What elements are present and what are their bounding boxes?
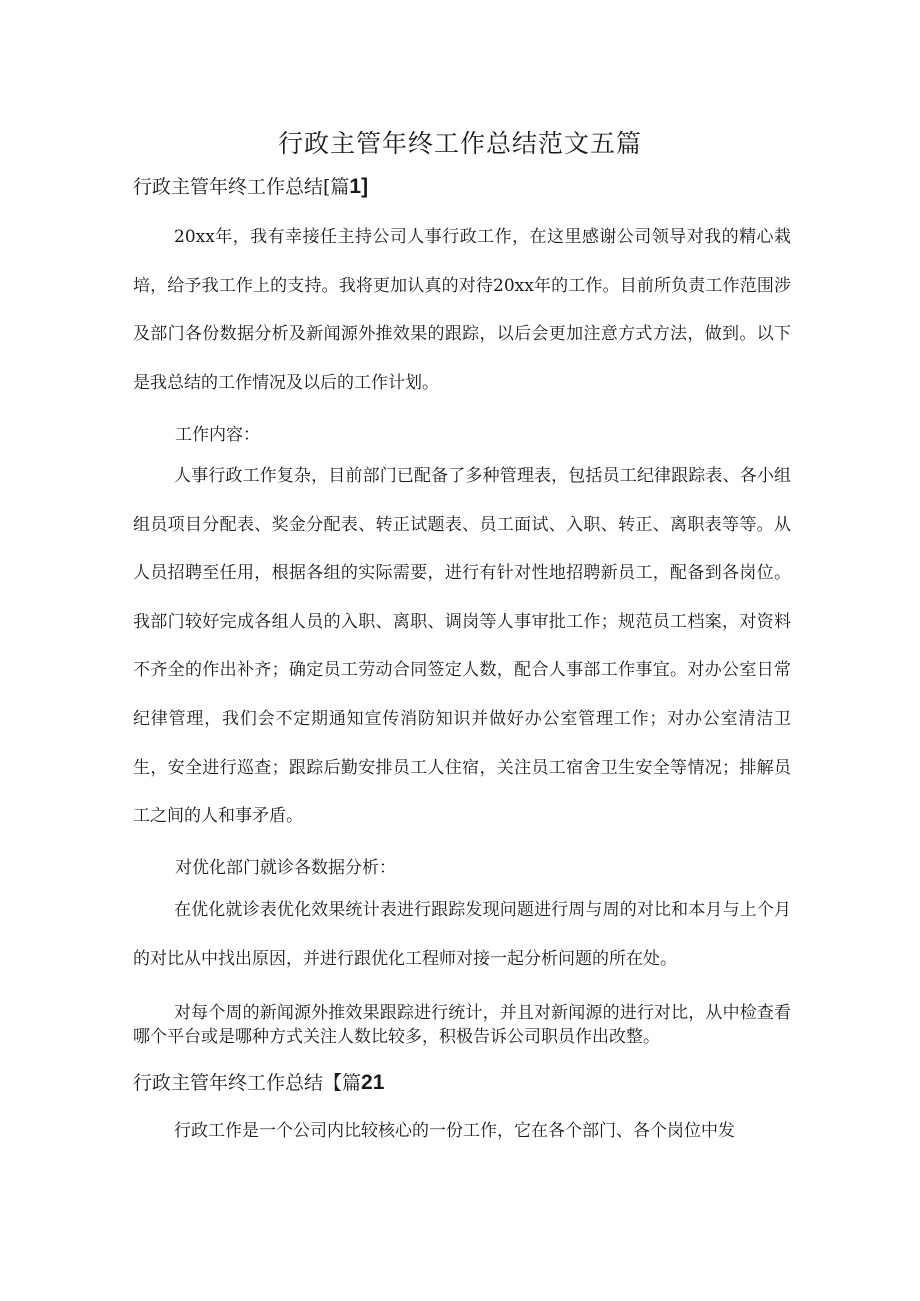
analysis-label: 对优化部门就诊各数据分析： bbox=[175, 858, 396, 878]
section-1-heading bbox=[133, 172, 368, 199]
section-2-intro-paragraph: 行政工作是一个公司内比较核心的一份工作，它在各个部门、各个岗位中发 bbox=[174, 1121, 735, 1141]
section-1-heading-number: 1] bbox=[349, 175, 369, 198]
weekly-tracking-paragraph: 对每个周的新闻源外推效果跟踪进行统计，并且对新闻源的进行对比，从中检查看哪个平台或是哪种方式关注人数比较多，积极告诉公司职员作出改整。 bbox=[133, 1003, 791, 1047]
document-title: 行政主管年终工作总结范文五篇 bbox=[277, 129, 642, 158]
analysis-paragraph: 在优化就诊表优化效果统计表进行跟踪发现问题进行周与周的对比和本月与上个月的对比从中找出原因，并进行跟优化工程师对接一起分析问题的所在处。 bbox=[133, 900, 791, 969]
section-2-heading-number: 21 bbox=[361, 1071, 385, 1094]
work-content-paragraph: 人事行政工作复杂，目前部门已配备了多种管理表，包括员工纪律跟踪表、各小组组员项目分配表、奖金分配表、转正试题表、员工面试、入职、转正、离职表等等。从人员招聘至任用，根据各组的实际需要，进行有针对性地招聘新员工，配备到各岗位。我部门较好完成各组人员的入职、离职、调岗等人事审批工作；规范员工档案，对资料不齐全的作出补齐；确定员工劳动合同签定人数，配合人事部工作事宜。对办公室日常纪律管理，我们会不定期通知宣传消防知识并做好办公室管理工作；对办公室清洁卫生，安全进行巡查；跟踪后勤安排员工人住宿，关注员工宿舍卫生安全等情况；排解员工之间的人和事矛盾。 bbox=[133, 466, 791, 827]
section-1-heading-text: 行政主管年终工作总结[篇 bbox=[133, 176, 350, 198]
section-2-heading bbox=[133, 1068, 384, 1095]
section-2-heading-text: 行政主管年终工作总结【篇 bbox=[133, 1072, 362, 1094]
work-content-label: 工作内容： bbox=[175, 425, 260, 445]
section-1-intro-paragraph: 20xx年，我有幸接任主持公司人事行政工作，在这里感谢公司领导对我的精心栽培，给予我工作上的支持。我将更加认真的对待20xx年的工作。目前所负责工作范围涉及部门各份数据分析及新闻源外推效果的跟踪，以后会更加注意方式方法，做到。以下是我总结的工作情况及以后的工作计划。 bbox=[133, 227, 791, 393]
